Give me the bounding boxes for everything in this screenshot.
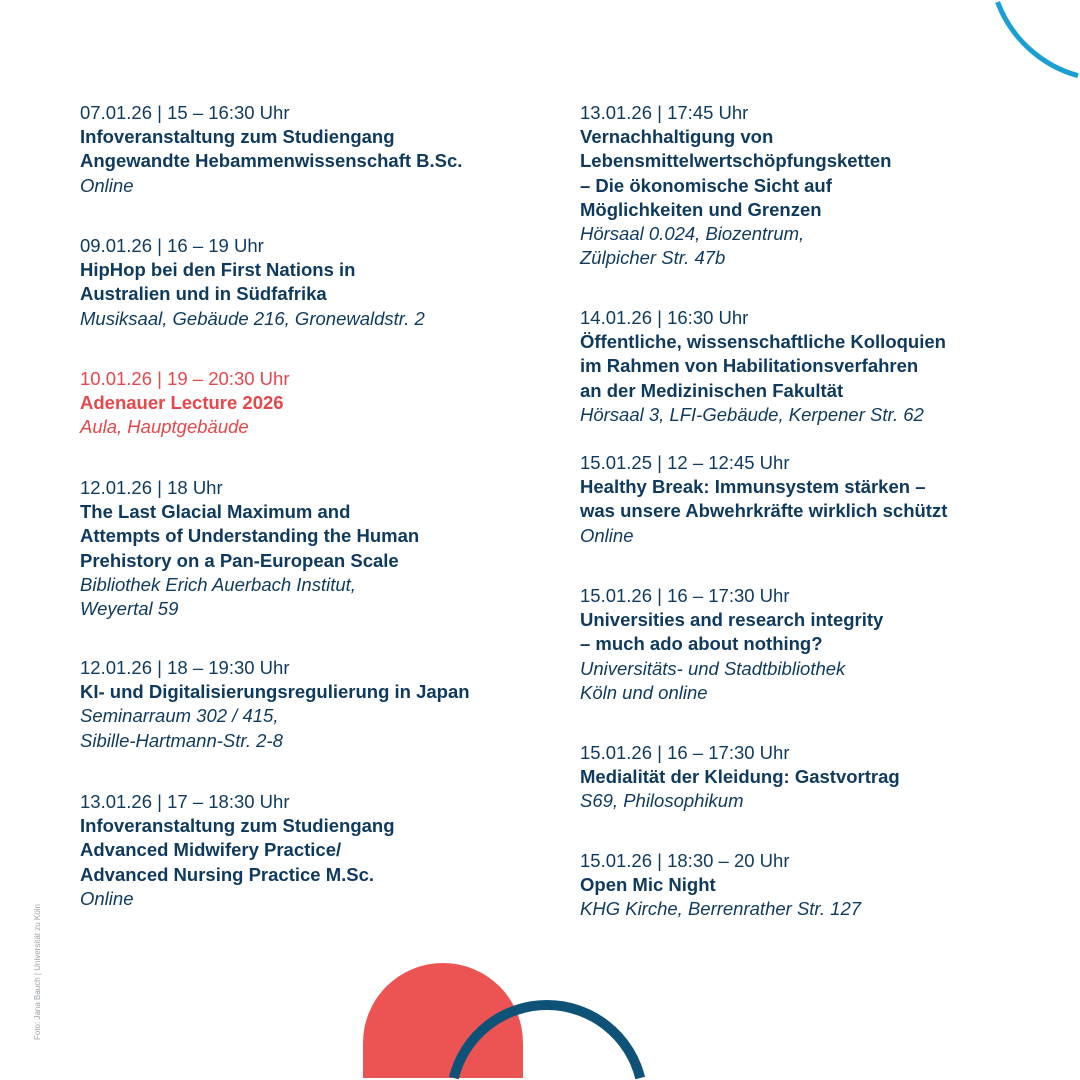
event-location: Seminarraum 302 / 415,: [80, 705, 279, 727]
event-title: Medialität der Kleidung: Gastvortrag: [580, 766, 900, 788]
event-location: Online: [80, 174, 134, 196]
event-title: The Last Glacial Maximum and: [80, 501, 351, 523]
event-title: Prehistory on a Pan-European Scale: [80, 549, 399, 571]
event-title: Australien und in Südfafrika: [80, 283, 327, 305]
event-title: Advanced Nursing Practice M.Sc.: [80, 863, 375, 885]
photo-credit: Foto: Jana Bauch | Universität zu Köln: [33, 904, 42, 1040]
event-item: [80, 234, 425, 331]
event-title: Öffentliche, wissenschaftliche Kolloquien: [580, 331, 946, 353]
event-item: [80, 367, 290, 440]
event-title: – much ado about nothing?: [580, 633, 823, 655]
event-date: 12.01.26 | 18 – 19:30 Uhr: [80, 657, 290, 678]
event-title: – Die ökonomische Sicht auf: [580, 174, 832, 196]
event-location: Aula, Hauptgebäude: [80, 416, 249, 438]
event-title: Open Mic Night: [580, 874, 716, 896]
event-location: Universitäts- und Stadtbibliothek: [580, 657, 846, 679]
event-date: 12.01.26 | 18 Uhr: [80, 477, 223, 498]
event-location: Hörsaal 3, LFI-Gebäude, Kerpener Str. 62: [580, 403, 924, 425]
event-title: Advanced Midwifery Practice/: [80, 839, 342, 861]
event-title: Adenauer Lecture 2026: [80, 392, 284, 414]
event-title: Universities and research integrity: [580, 609, 884, 631]
event-location: S69, Philosophikum: [580, 790, 744, 812]
event-title: Healthy Break: Immunsystem stärken –: [580, 476, 926, 498]
event-date: 14.01.26 | 16:30 Uhr: [580, 307, 749, 328]
event-title: an der Medizinischen Fakultät: [580, 379, 844, 401]
event-location: Hörsaal 0.024, Biozentrum,: [580, 223, 805, 245]
event-item: [580, 451, 947, 548]
event-date: 13.01.26 | 17:45 Uhr: [580, 102, 749, 123]
event-title: Angewandte Hebammenwissenschaft B.Sc.: [80, 150, 463, 172]
top-right-ring: [998, 2, 1078, 76]
event-location: Weyertal 59: [80, 598, 179, 620]
event-item: [580, 849, 861, 922]
event-date: 13.01.26 | 17 – 18:30 Uhr: [80, 791, 290, 812]
event-title: Infoveranstaltung zum Studiengang: [80, 126, 395, 148]
event-date: 15.01.26 | 16 – 17:30 Uhr: [580, 742, 790, 763]
event-location: KHG Kirche, Berrenrather Str. 127: [580, 898, 862, 920]
event-location: Sibille-Hartmann-Str. 2-8: [80, 729, 283, 751]
event-location: Online: [580, 524, 634, 546]
event-title: Möglichkeiten und Grenzen: [580, 198, 822, 220]
event-item: [580, 306, 946, 427]
event-item: [580, 741, 900, 814]
event-location: Zülpicher Str. 47b: [580, 247, 726, 269]
event-date: 15.01.26 | 16 – 17:30 Uhr: [580, 585, 790, 606]
event-location: Bibliothek Erich Auerbach Institut,: [80, 573, 356, 595]
event-title: Infoveranstaltung zum Studiengang: [80, 815, 395, 837]
event-title: Lebensmittelwertschöpfungsketten: [580, 150, 892, 172]
event-date: 09.01.26 | 16 – 19 Uhr: [80, 235, 264, 256]
event-item: [80, 790, 395, 911]
event-item: [80, 101, 462, 198]
event-item: [80, 656, 470, 753]
event-title: im Rahmen von Habilitationsverfahren: [580, 355, 919, 377]
event-item: [580, 584, 883, 705]
event-date: 15.01.26 | 18:30 – 20 Uhr: [580, 850, 790, 871]
event-date: 10.01.26 | 19 – 20:30 Uhr: [80, 368, 290, 389]
event-location: Musiksaal, Gebäude 216, Gronewaldstr. 2: [80, 307, 425, 329]
event-title: KI- und Digitalisierungsregulierung in Japan: [80, 681, 470, 703]
event-item: [580, 101, 891, 270]
event-date: 15.01.25 | 12 – 12:45 Uhr: [580, 452, 790, 473]
event-item: [80, 476, 419, 621]
event-title: HipHop bei den First Nations in: [80, 259, 356, 281]
event-date: 07.01.26 | 15 – 16:30 Uhr: [80, 102, 290, 123]
event-location: Online: [80, 887, 134, 909]
event-title: Attempts of Understanding the Human: [80, 525, 420, 547]
event-title: was unsere Abwehrkräfte wirklich schützt: [580, 500, 948, 522]
event-title: Vernachhaltigung von: [580, 126, 774, 148]
event-location: Köln und online: [580, 681, 708, 703]
